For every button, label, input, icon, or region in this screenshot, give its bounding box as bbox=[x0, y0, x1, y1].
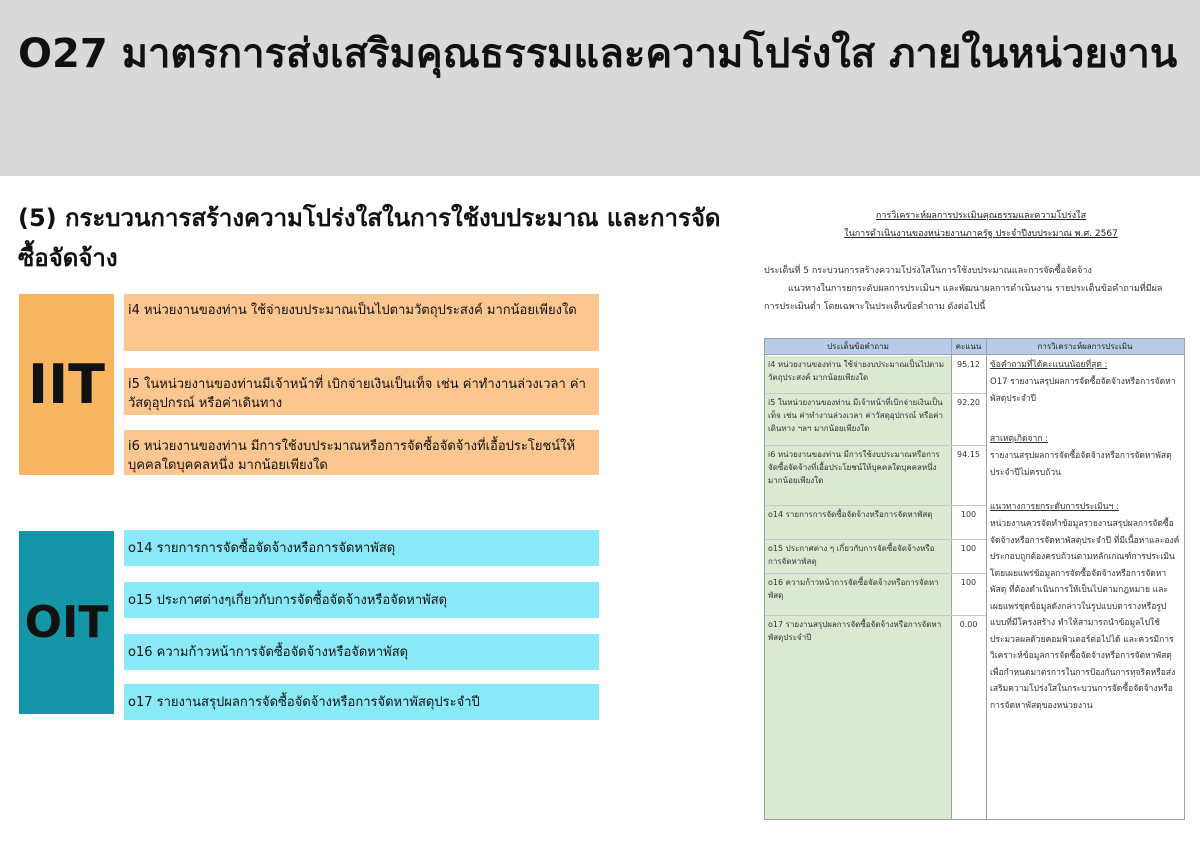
table-row-score: 95.12 bbox=[951, 356, 986, 394]
doc-intro-line2: การประเมินต่ำ โดยเฉพาะในประเด็นข้อคำถาม ดังต่อไปนี้ bbox=[764, 302, 986, 312]
table-header-score: คะแนน bbox=[951, 339, 986, 355]
analysis-cause-heading: สาเหตุเกิดจาก : bbox=[990, 434, 1049, 444]
oit-item-o14: o14 รายการการจัดซื้อจัดจ้างหรือการจัดหาพัสดุ bbox=[124, 530, 599, 566]
table-row-question: o16 ความก้าวหน้าการจัดซื้อจัดจ้างหรือการจัดหาพัสดุ bbox=[765, 574, 951, 616]
table-row-score: 0.00 bbox=[959, 620, 978, 629]
analysis-document bbox=[764, 200, 1198, 820]
doc-title-line1: การวิเคราะห์ผลการประเมินคุณธรรมและความโปร่งใส bbox=[875, 211, 1087, 221]
table-row-score: 100 bbox=[951, 506, 986, 540]
table-row-score: 94.15 bbox=[951, 446, 986, 506]
iit-item-i4: i4 หน่วยงานของท่าน ใช้จ่ายงบประมาณเป็นไปตามวัตถุประสงค์ มากน้อยเพียงใด bbox=[124, 294, 599, 351]
analysis-cause-text: รายงานสรุปผลการจัดซื้อจัดจ้างหรือการจัดหาพัสดุประจำปีไม่ครบถ้วน bbox=[990, 451, 1172, 478]
doc-title-line2: ในการดำเนินงานของหน่วยงานภาครัฐ ประจำปีงบประมาณ พ.ศ. 2567 bbox=[844, 229, 1118, 239]
table-row-question: o14 รายการการจัดซื้อจัดจ้างหรือการจัดหาพัสดุ bbox=[765, 506, 951, 540]
analysis-lowest-text: O17 รายงานสรุปผลการจัดซื้อจัดจ้างหรือการจัดหาพัสดุประจำปี bbox=[990, 377, 1176, 404]
table-row-question: o17 รายงานสรุปผลการจัดซื้อจัดจ้างหรือการจัดหาพัสดุประจำปี bbox=[765, 616, 951, 819]
doc-issue-heading: ประเด็นที่ 5 กระบวนการสร้างความโปร่งใสในการใช้งบประมาณและการจัดซื้อจัดจ้าง bbox=[764, 266, 1092, 276]
table-header-analysis: การวิเคราะห์ผลการประเมิน bbox=[986, 339, 1184, 355]
section-subtitle: (5) กระบวนการสร้างความโปร่งใสในการใช้งบประมาณ และการจัดซื้อจัดจ้าง bbox=[18, 204, 721, 272]
doc-intro-line1: แนวทางในการยกระดับผลการประเมินฯ และพัฒนาผลการดำเนินงาน รายประเด็นข้อคำถามที่มีผล bbox=[788, 284, 1163, 294]
analysis-improve-text: หน่วยงานควรจัดทำข้อมูลรายงานสรุปผลการจัดซื้อจัดจ้างหรือการจัดหาพัสดุประจำปี ที่มีเนื้อหาและองค์ประกอบถูกต้องครบถ้วนตามหลักเกณฑ์การประเมิน โดยเผยแพร่ข้อมูลการจัดซื้อจัดจ้างหรือการจัดหาพัสดุ ที่ต้องดำเนินการให้เป็นไปตามกฎหมาย และเผยแพร่ชุดข้อมูลดังกล่าวในรูปแบบตารางหรือรูปแบบที่มีโครงสร้าง ทำให้สามารถนำข้อมูลไปใช้ประมวลผลด้วยคอมพิวเตอร์ต่อไปได้ และควรมีการวิเคราะห์ข้อมูลการจัดซื้อจัดจ้างหรือการจัดหาพัสดุ เพื่อกำหนดมาตรการในการป้องกันการทุจริตหรือส่งเสริมความโปร่งใสในกระบวนการจัดซื้อจัดจ้างหรือการจัดหาพัสดุของหน่วยงาน bbox=[990, 519, 1180, 711]
page-title: O27 มาตรการส่งเสริมคุณธรรมและความโปร่งใส ภายในหน่วยงาน bbox=[18, 31, 1178, 77]
table-row-score: 92.20 bbox=[951, 394, 986, 446]
title-bar bbox=[0, 0, 1200, 176]
table-row-question: o15 ประกาศต่าง ๆ เกี่ยวกับการจัดซื้อจัดจ้างหรือการจัดหาพัสดุ bbox=[765, 540, 951, 574]
table-header-question: ประเด็นข้อคำถาม bbox=[765, 339, 951, 355]
oit-block: OIT bbox=[19, 531, 114, 714]
analysis-table bbox=[764, 338, 1185, 820]
oit-item-o17: o17 รายงานสรุปผลการจัดซื้อจัดจ้างหรือการจัดหาพัสดุประจำปี bbox=[124, 684, 599, 720]
analysis-improve-heading: แนวทางการยกระดับการประเมินฯ : bbox=[990, 502, 1119, 512]
table-row-question: i4 หน่วยงานของท่าน ใช้จ่ายงบประมาณเป็นไปตามวัตถุประสงค์ มากน้อยเพียงใด bbox=[765, 356, 951, 394]
iit-block: IIT bbox=[19, 294, 114, 475]
analysis-lowest-heading: ข้อคำถามที่ได้คะแนนน้อยที่สุด : bbox=[990, 360, 1108, 370]
table-row-question: i6 หน่วยงานของท่าน มีการใช้งบประมาณหรือการจัดซื้อจัดจ้างที่เอื้อประโยชน์ให้บุคคลใดบุคคลหนึ่ง มากน้อยเพียงใด bbox=[765, 446, 951, 506]
table-row-score: 100 bbox=[951, 540, 986, 574]
table-row-question: i5 ในหน่วยงานของท่าน มีเจ้าหน้าที่เบิกจ่ายเงินเป็นเท็จ เช่น ค่าทำงานล่วงเวลา ค่าวัสดุอุปกรณ์ หรือค่าเดินทาง ฯลฯ มากน้อยเพียงใด bbox=[765, 394, 951, 446]
table-row-score: 100 bbox=[951, 574, 986, 616]
oit-item-o16: o16 ความก้าวหน้าการจัดซื้อจัดจ้างหรือจัดหาพัสดุ bbox=[124, 634, 599, 670]
oit-item-o15: o15 ประกาศต่างๆเกี่ยวกับการจัดซื้อจัดจ้างหรือจัดหาพัสดุ bbox=[124, 582, 599, 618]
iit-item-i5: i5 ในหน่วยงานของท่านมีเจ้าหน้าที่ เบิกจ่ายเงินเป็นเท็จ เช่น ค่าทำงานล่วงเวลา ค่าวัสดุอุปกรณ์ หรือค่าเดินทาง bbox=[124, 368, 599, 415]
iit-item-i6: i6 หน่วยงานของท่าน มีการใช้งบประมาณหรือการจัดซื้อจัดจ้างที่เอื้อประโยชน์ให้บุคคลใดบุคคลหนึ่ง มากน้อยเพียงใด bbox=[124, 430, 599, 475]
